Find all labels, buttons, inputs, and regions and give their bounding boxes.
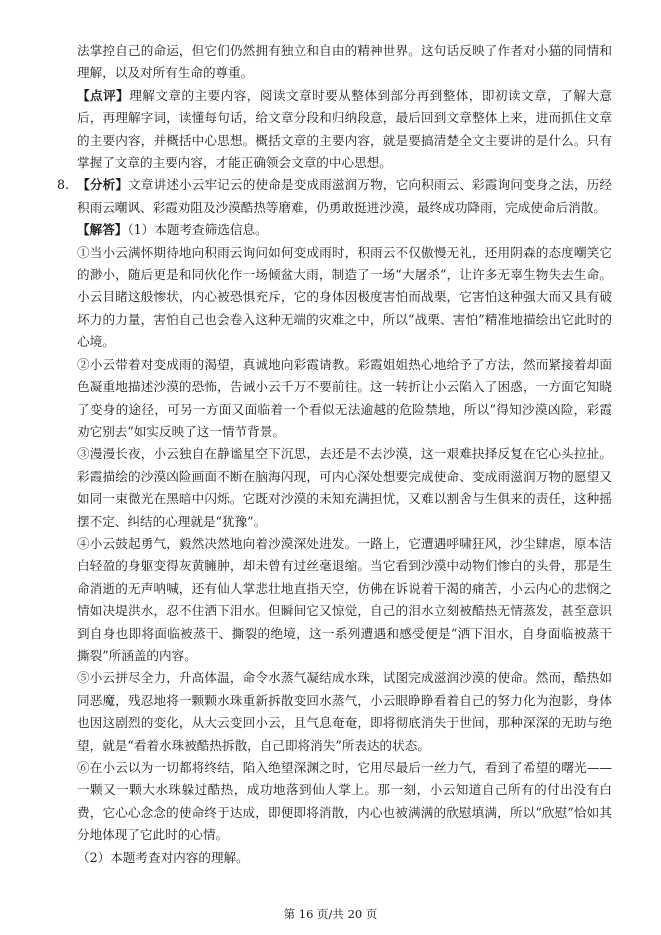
answer-item-1 — [56, 242, 612, 354]
page-footer — [0, 906, 661, 922]
answer-label: 【解答】 — [77, 222, 128, 238]
paragraph-comment — [56, 85, 612, 175]
item-text: ⑤小云拼尽全力，升高体温，命令水蒸气凝结成水珠，试图完成滋润沙漠的使命。然而，酷热如同恶魔，残忍地将一颗颗水珠重新拆散变回水蒸气，小云眼睁睁看着自己的努力化为泡影，身体也因这剧烈的变化，从大云变回小云，且气息奄奄，即将彻底消失于世间，那种深深的无助与绝望，就是“看着水珠被酷热拆散，自己即将消失”所表达的状态。 — [77, 670, 612, 753]
comment-label: 【点评】 — [77, 87, 130, 103]
item-text: ⑥在小云以为一切都将终结，陷入绝望深渊之时，它用尽最后一丝力气，看到了希望的曙光——一颗又一颗大水珠躲过酷热，成功地落到仙人掌上。那一刻，小云知道自己所有的付出没有白费，它心心念念的使命终于达成，即便即将消散，内心也被满满的欣慰填满，所以“欣慰”恰如其分地体现了它此时的心情。 — [77, 760, 612, 843]
item-text: ③漫漫长夜，小云独自在静谧星空下沉思，去还是不去沙漠，这一艰难抉择反复在它心头拉扯。彩霞描绘的沙漠凶险画面不断在脑海闪现，可内心深处想要完成使命、变成雨滋润万物的愿望又如同一束微光在黑暗中闪烁。它既对沙漠的未知充满担忧，又难以割舍与生俱来的责任，这种摇摆不定、纠结的心理就是“犹豫”。 — [77, 446, 612, 529]
item-text: ④小云鼓起勇气，毅然决然地向着沙漠深处进发。一路上，它遭遇呼啸狂风，沙尘肆虐，原本洁白轻盈的身躯变得灰黄臃肿，却未曾有过丝毫退缩。当它看到沙漠中动物们惨白的头骨，那是生命消逝的无声呐喊，还有仙人掌悲壮地直指天空，仿佛在诉说着干渴的痛苦，小云内心的悲悯之情如决堤洪水，忍不住洒下泪水。但瞬间它又惊觉，自己的泪水立刻被酷热无情蒸发，甚至意识到自身也即将面临被蒸干、撕裂的绝境，这一系列遭遇和感受便是“洒下泪水，自身面临被蒸干撕裂”所涵盖的内容。 — [77, 535, 612, 663]
paragraph-continuation — [56, 40, 612, 85]
answer-text: （1）本题考查筛选信息。 — [127, 222, 268, 238]
answer-item-4 — [56, 533, 612, 667]
answer-item-6 — [56, 757, 612, 847]
analysis-text: 文章讲述小云牢记云的使命是变成雨滋润万物，它向积雨云、彩霞询问变身之法，历经积雨云嘲讽、彩霞劝阻及沙漠酷热等磨难，仍勇敢挺进沙漠，最终成功降雨，完成使命后消散。 — [77, 177, 613, 215]
item-text: （2）本题考查对内容的理解。 — [77, 849, 249, 865]
paragraph-analysis — [56, 174, 612, 219]
item-text: ②小云带着对变成雨的渴望，真诚地向彩霞请教。彩霞姐姐热心地给予了方法，然而紧接着却面色凝重地描述沙漠的恐怖，告诫小云千万不要前往。这一转折让小云陷入了困惑，一方面它知晓了变身的途径，可另一方面又面临着一个看似无法逾越的危险禁地，所以“得知沙漠凶险，彩霞劝它别去”如实反映了这一情节背景。 — [77, 356, 612, 439]
item-text: ①当小云满怀期待地向积雨云询问如何变成雨时，积雨云不仅傲慢无礼，还用阴森的态度嘲笑它的渺小，随后更是和同伙化作一场倾盆大雨，制造了一场“大屠杀”，让许多无辜生物失去生命。小云目睹这般惨状，内心被恐惧充斥，它的身体因极度害怕而战栗，它害怕这种强大而又具有破坏力的力量，害怕自己也会卷入这种无端的灾难之中，所以“战栗、害怕”精准地描绘出它此时的心境。 — [77, 244, 612, 350]
question-number: 8. — [57, 177, 70, 193]
answer-item-5 — [56, 667, 612, 757]
page-number: 第 16 页/共 20 页 — [283, 907, 378, 921]
answer-item-3 — [56, 443, 612, 533]
analysis-label: 【分析】 — [77, 177, 129, 193]
comment-text: 理解文章的主要内容，阅读文章时要从整体到部分再到整体，即初读文章，了解大意后，再理解字词，读懂每句话，给文章分段和归纳段意，最后回到文章整体上来，进而抓住文章的主要内容，并概括中心思想。概括文章的主要内容，就是要搞清楚全文主要讲的是什么。只有掌握了文章的主要内容，才能正确领会文章的中心思想。 — [77, 87, 613, 171]
answer-content — [56, 40, 612, 869]
answer-item-2 — [56, 354, 612, 444]
paragraph-answer — [56, 219, 612, 241]
answer-question-2 — [56, 847, 612, 869]
paragraph-text: 法掌控自己的命运，但它们仍然拥有独立和自由的精神世界。这句话反映了作者对小猫的同情和理解，以及对所有生命的尊重。 — [77, 43, 612, 81]
